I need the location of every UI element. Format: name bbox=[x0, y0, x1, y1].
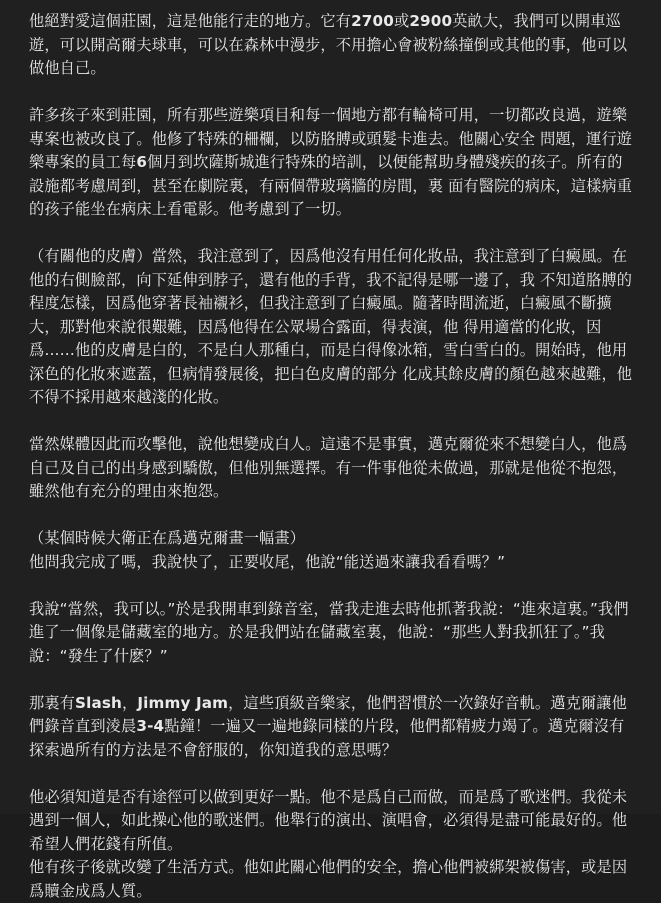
paragraph-storage-room bbox=[29, 598, 637, 669]
paragraph-rides bbox=[29, 104, 637, 222]
paragraph-line: （有關他的皮膚）當然，我注意到了，因爲他沒有用任何化妝品，我注意到了白癜風。在他的右側臉部，向下延伸到脖子，還有他的手背，我不記得是哪一邊了，我 不知道胳膊的程度怎樣，因爲他穿著長袖襯衫，但我注意到了白癜風。隨著時間流逝，白癜風不斷擴大，那對他來說很艱難，因爲他得在公眾場合露面，得表演，他 得用適當的化妝，因爲……他的皮膚是白的，不是白人那種白，而是白得像冰箱，雪白雪白的。開始時，他用深色的化妝來遮蓋，但病情發展後，把白色皮膚的部分 化成其餘皮膚的顏色越來越難，他不得不採用越來越淺的化妝。 bbox=[29, 245, 637, 410]
paragraph-line: 他必須知道是否有途徑可以做到更好一點。他不是爲自己而做，而是爲了歌迷們。我從未遇到一個人，如此操心他的歌迷們。他舉行的演出、演唱會，必須得是盡可能最好的。他希望人們花錢有所值。 bbox=[29, 786, 637, 857]
paragraph-line: 當然媒體因此而攻擊他，說他想變成白人。這遠不是事實，邁克爾從來不想變白人，他爲自己及自己的出身感到驕傲，但他別無選擇。有一件事他從未做過，那就是他從不抱怨，雖然他有充分的理由來抱怨。 bbox=[29, 433, 637, 504]
paragraph-skin bbox=[29, 245, 637, 410]
paragraph-line: （某個時候大衛正在爲邁克爾畫一幅畫） bbox=[29, 527, 637, 551]
paragraph-line: 許多孩子來到莊園，所有那些遊樂項目和每一個地方都有輪椅可用，一切都改良過，遊樂專案也被改良了。他修了特殊的柵欄，以防胳膊或頭髮卡進去。他關心安全 問題，運行遊樂專案的員工每6個月到坎薩斯城進行特殊的培訓，以便能幫助身體殘疾的孩子。所有的設施都考慮周到，甚至在劇院裏，有兩個帶玻璃牆的房間，裏 面有醫院的病床，這樣病重的孩子能坐在病床上看電影。他考慮到了一切。 bbox=[29, 104, 637, 222]
paragraph-estate bbox=[29, 10, 637, 81]
paragraph-line: 他有孩子後就改變了生活方式。他如此關心他們的安全，擔心他們被綁架被傷害，或是因爲贖金成爲人質。 bbox=[29, 856, 637, 903]
paragraph-line: 那裏有Slash，Jimmy Jam，這些頂級音樂家，他們習慣於一次錄好音軌。邁克爾讓他們錄音直到淩晨3-4點鐘！一遍又一遍地錄同樣的片段，他們都精疲力竭了。邁克爾沒有探索過所有的方法是不會舒服的，你知道我的意思嗎？ bbox=[29, 692, 637, 763]
paragraph-line: 他問我完成了嗎，我說快了，正要收尾，他說“能送過來讓我看看嗎？” bbox=[29, 551, 637, 575]
paragraph-fans bbox=[29, 786, 637, 903]
paragraph-line: 他絕對愛這個莊園，這是他能行走的地方。它有2700或2900英畝大，我們可以開車巡遊，可以開高爾夫球車，可以在森林中漫步，不用擔心會被粉絲撞倒或其他的事，他可以做他自己。 bbox=[29, 10, 637, 81]
paragraph-media bbox=[29, 433, 637, 504]
paragraph-painting bbox=[29, 527, 637, 574]
paragraph-line: 我說“當然，我可以。”於是我開車到錄音室，當我走進去時他抓著我說：“進來這裏。”我們進了一個像是儲藏室的地方。於是我們站在儲藏室裏，他說：“那些人對我抓狂了。”我說：“發生了什麽？” bbox=[29, 598, 637, 669]
paragraph-musicians bbox=[29, 692, 637, 763]
